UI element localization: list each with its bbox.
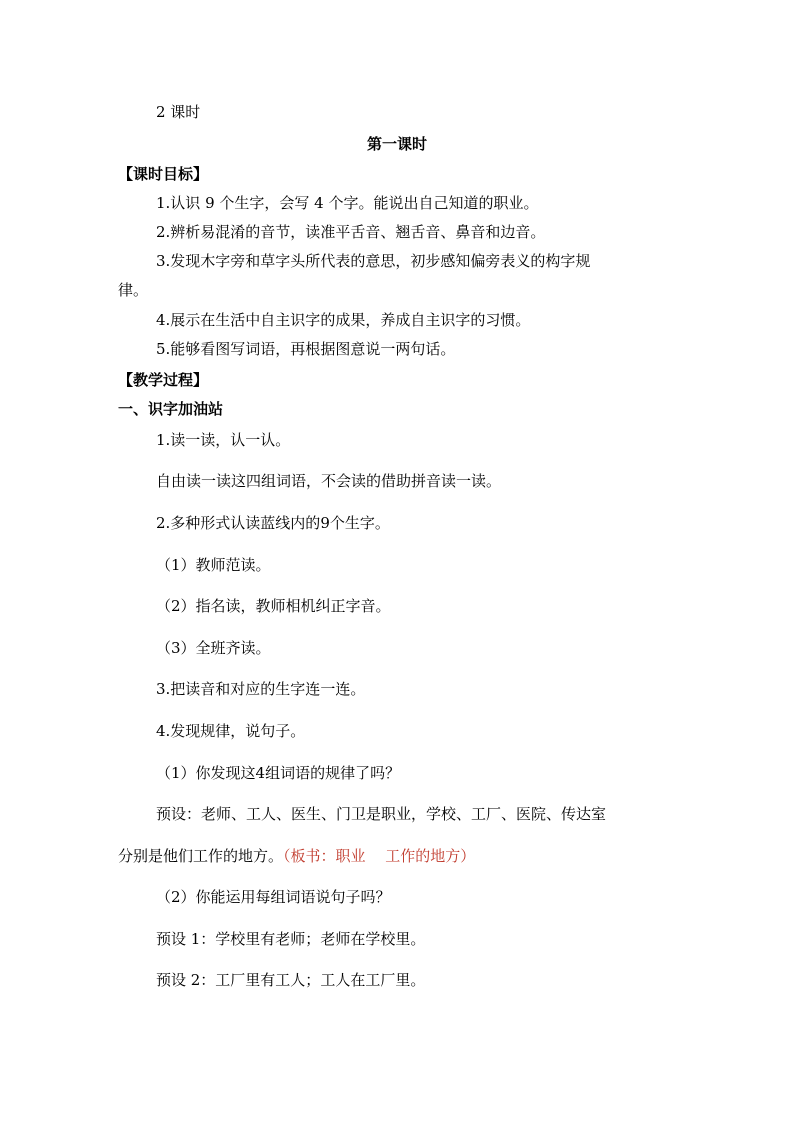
step-text: 3.把读音和对应的生字连一连。	[156, 680, 366, 698]
lesson-hours: 2 课时	[156, 103, 201, 121]
step-text: （2）指名读，教师相机纠正字音。	[156, 597, 391, 615]
goal-item: 3.发现木字旁和草字头所代表的意思，初步感知偏旁表义的构字规	[156, 252, 591, 270]
goal-item: 1.认识 9 个生字，会写 4 个字。能说出自己知道的职业。	[156, 194, 539, 212]
process-heading: 【教学过程】	[118, 371, 209, 389]
step-text: 4.发现规律，说句子。	[156, 722, 306, 740]
goal-item: 4.展示在生活中自主识字的成果，养成自主识字的习惯。	[156, 311, 531, 329]
step-text-segment: 分别是他们工作的地方。	[118, 847, 284, 865]
goal-item-continued: 律。	[118, 281, 149, 299]
step-text: （1）你发现这4组词语的规律了吗？	[156, 764, 401, 782]
step-text: 预设 1：学校里有老师；老师在学校里。	[156, 930, 426, 948]
step-text: （3）全班齐读。	[156, 639, 271, 657]
lesson-title: 第一课时	[366, 135, 427, 153]
goals-heading: 【课时目标】	[118, 165, 209, 183]
goal-item: 2.辨析易混淆的音节，读准平舌音、翘舌音、鼻音和边音。	[156, 223, 546, 241]
step-text-continued	[118, 846, 475, 866]
section-heading: 一、识字加油站	[118, 400, 224, 418]
step-text: 2.多种形式认读蓝线内的9个生字。	[156, 514, 390, 532]
step-text: 1.读一读，认一认。	[156, 431, 291, 449]
board-note: （板书：职业 工作的地方）	[283, 847, 476, 865]
step-text: （2）你能运用每组词语说句子吗？	[156, 888, 391, 906]
step-text: 自由读一读这四组词语，不会读的借助拼音读一读。	[156, 472, 502, 490]
step-text: 预设 2：工厂里有工人；工人在工厂里。	[156, 971, 426, 989]
goal-item: 5.能够看图写词语，再根据图意说一两句话。	[156, 340, 456, 358]
step-text: （1）教师范读。	[156, 556, 271, 574]
step-text: 预设：老师、工人、医生、门卫是职业，学校、工厂、医院、传达室	[156, 805, 607, 823]
